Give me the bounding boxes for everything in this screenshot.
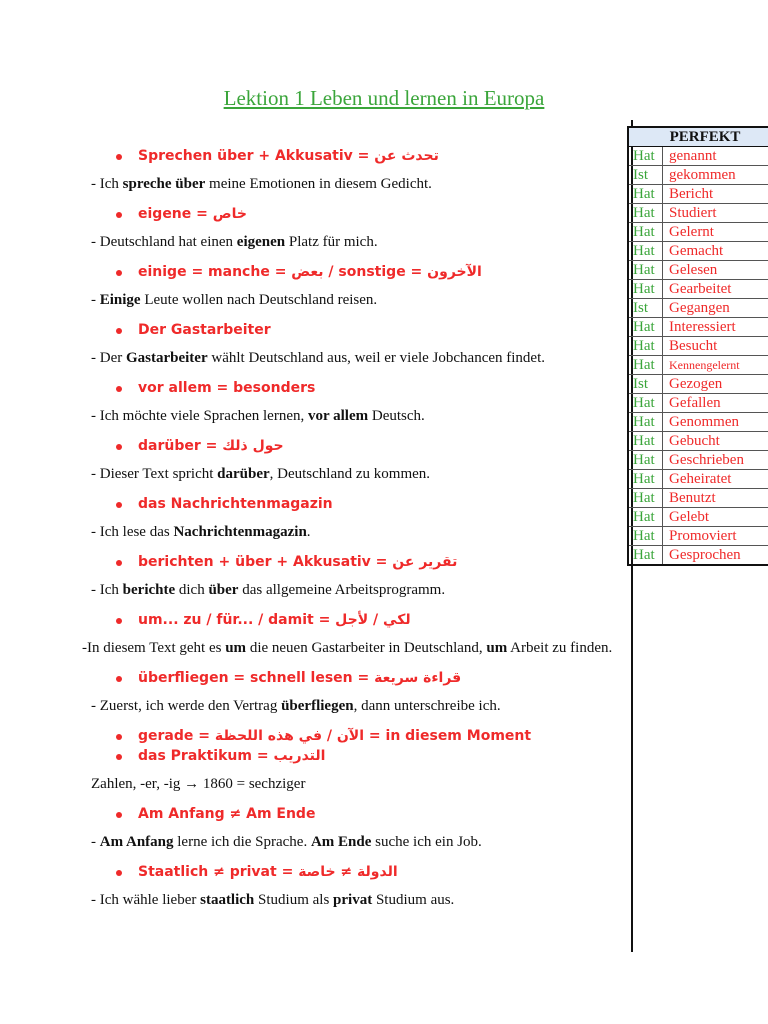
table-row — [628, 185, 768, 204]
example-sentence: Zahlen, -er, -ig → 1860 = sechziger — [91, 776, 306, 792]
example-sentence: - Dieser Text spricht darüber, Deutschland zu kommen. — [91, 466, 431, 482]
participle: Geheiratet — [663, 470, 768, 489]
auxiliary-verb: Hat — [628, 356, 663, 375]
table-row — [628, 527, 768, 546]
participle: Gesprochen — [663, 546, 768, 566]
table-row — [628, 280, 768, 299]
participle: Gelebt — [663, 508, 768, 527]
auxiliary-verb: Ist — [628, 375, 663, 394]
table-row — [628, 470, 768, 489]
auxiliary-verb: Hat — [628, 432, 663, 451]
participle: Benutzt — [663, 489, 768, 508]
vocab-item: berichten + über + Akkusativ = تقرير عن — [138, 554, 458, 570]
table-row — [628, 413, 768, 432]
participle: Promoviert — [663, 527, 768, 546]
auxiliary-verb: Hat — [628, 394, 663, 413]
vocab-item: Am Anfang ≠ Am Ende — [138, 806, 316, 822]
participle: Gefallen — [663, 394, 768, 413]
table-row — [628, 356, 768, 375]
example-sentence: - Der Gastarbeiter wählt Deutschland aus, weil er viele Jobchancen findet. — [91, 350, 546, 366]
table-row — [628, 242, 768, 261]
auxiliary-verb: Hat — [628, 261, 663, 280]
participle: Bericht — [663, 185, 768, 204]
table-row — [628, 166, 768, 185]
auxiliary-verb: Hat — [628, 337, 663, 356]
vocab-item: eigene = خاص — [138, 206, 247, 222]
example-sentence: - Deutschland hat einen eigenen Platz für mich. — [91, 234, 378, 250]
auxiliary-verb: Hat — [628, 527, 663, 546]
participle: gekommen — [663, 166, 768, 185]
vocab-item: Sprechen über + Akkusativ = تحدث عن — [138, 148, 439, 164]
vocab-item: Staatlich ≠ privat = الدولة ≠ خاصة — [138, 864, 398, 880]
vocab-item: gerade = الآن / في هذه اللحظة = in diesem Moment — [138, 728, 532, 744]
table-row — [628, 432, 768, 451]
auxiliary-verb: Hat — [628, 470, 663, 489]
vocab-item: um... zu / für... / damit = لكي / لأجل — [138, 612, 411, 628]
auxiliary-verb: Hat — [628, 223, 663, 242]
participle: Gezogen — [663, 375, 768, 394]
auxiliary-verb: Hat — [628, 508, 663, 527]
participle: Gemacht — [663, 242, 768, 261]
example-sentence: - Einige Leute wollen nach Deutschland reisen. — [91, 292, 378, 308]
table-row — [628, 489, 768, 508]
table-row — [628, 147, 768, 166]
table-row — [628, 318, 768, 337]
auxiliary-verb: Hat — [628, 489, 663, 508]
table-row — [628, 451, 768, 470]
example-sentence: - Ich wähle lieber staatlich Studium als privat Studium aus. — [91, 892, 455, 908]
auxiliary-verb: Hat — [628, 242, 663, 261]
example-sentence: -In diesem Text geht es um die neuen Gastarbeiter in Deutschland, um Arbeit zu finden. — [82, 640, 613, 656]
table-row — [628, 204, 768, 223]
auxiliary-verb: Hat — [628, 185, 663, 204]
participle: Kennengelernt — [663, 356, 768, 375]
table-row — [628, 223, 768, 242]
auxiliary-verb: Ist — [628, 166, 663, 185]
auxiliary-verb: Hat — [628, 318, 663, 337]
vocab-item: überfliegen = schnell lesen = قراءة سريعة — [138, 670, 462, 686]
auxiliary-verb: Hat — [628, 413, 663, 432]
participle: Genommen — [663, 413, 768, 432]
vocab-item: darüber = حول ذلك — [138, 438, 284, 454]
example-sentence: - Am Anfang lerne ich die Sprache. Am Ende suche ich ein Job. — [91, 834, 482, 850]
auxiliary-verb: Hat — [628, 280, 663, 299]
table-row — [628, 546, 768, 566]
auxiliary-verb: Ist — [628, 299, 663, 318]
vocab-item: einige = manche = بعض / sonstige = الآخرون — [138, 264, 482, 280]
participle: Gelesen — [663, 261, 768, 280]
participle: Gelernt — [663, 223, 768, 242]
auxiliary-verb: Hat — [628, 204, 663, 223]
example-sentence: - Ich lese das Nachrichtenmagazin. — [91, 524, 311, 540]
participle: Gebucht — [663, 432, 768, 451]
participle: Geschrieben — [663, 451, 768, 470]
perfekt-table — [627, 126, 768, 566]
table-row — [628, 261, 768, 280]
page-title: Lektion 1 Leben und lernen in Europa — [223, 86, 545, 110]
auxiliary-verb: Hat — [628, 546, 663, 566]
vocab-item: das Nachrichtenmagazin — [138, 496, 333, 512]
example-sentence: - Ich möchte viele Sprachen lernen, vor allem Deutsch. — [91, 408, 425, 424]
auxiliary-verb: Hat — [628, 451, 663, 470]
perfekt-table-body — [628, 147, 768, 566]
participle: Interessiert — [663, 318, 768, 337]
example-sentence: - Zuerst, ich werde den Vertrag überfliegen, dann unterschreibe ich. — [91, 698, 501, 714]
participle: Besucht — [663, 337, 768, 356]
table-row — [628, 508, 768, 527]
participle: Gearbeitet — [663, 280, 768, 299]
participle: genannt — [663, 147, 768, 166]
perfekt-header: PERFEKT — [628, 127, 768, 147]
vocab-item: das Praktikum = التدريب — [138, 748, 326, 764]
participle: Gegangen — [663, 299, 768, 318]
auxiliary-verb: Hat — [628, 147, 663, 166]
vocab-item: Der Gastarbeiter — [138, 322, 271, 338]
table-row — [628, 394, 768, 413]
table-row — [628, 299, 768, 318]
table-row — [628, 337, 768, 356]
example-sentence: - Ich spreche über meine Emotionen in diesem Gedicht. — [91, 176, 432, 192]
participle: Studiert — [663, 204, 768, 223]
table-row — [628, 375, 768, 394]
example-sentence: - Ich berichte dich über das allgemeine Arbeitsprogramm. — [91, 582, 446, 598]
vocab-item: vor allem = besonders — [138, 380, 316, 396]
